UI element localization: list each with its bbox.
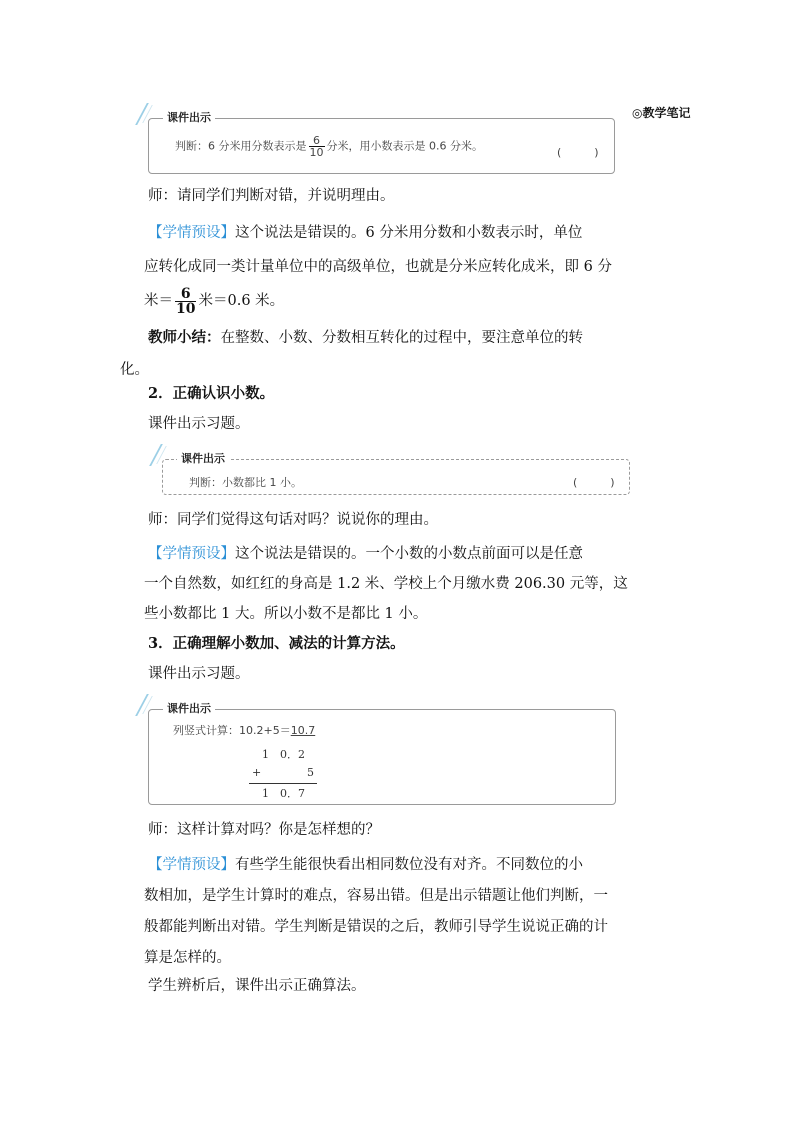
preview-line: 这个说法是错误的。一个小数的小数点前面可以是任意 bbox=[235, 546, 583, 562]
teacher-prompt-1: 师：请同学们判断对错，并说明理由。 bbox=[148, 188, 395, 204]
preview-paragraph-3 bbox=[144, 850, 628, 974]
preview-line: 应转化成同一类计量单位中的高级单位，也就是分米应转化成米，即 6 分 bbox=[144, 259, 612, 275]
courseware-label: 课件出示 bbox=[163, 700, 215, 716]
fraction-num: 6 bbox=[180, 285, 191, 302]
box1-question bbox=[175, 135, 483, 158]
preview-line: 些小数都比 1 大。所以小数不是都比 1 小。 bbox=[144, 606, 428, 622]
box-tab-icon bbox=[149, 444, 179, 466]
calc-divider bbox=[249, 783, 317, 784]
calc-row-1: 1 0．2 bbox=[262, 748, 305, 761]
box-tab-icon bbox=[135, 694, 165, 716]
box-tab-icon bbox=[135, 103, 165, 125]
calc-operator: + bbox=[252, 766, 262, 779]
preview-line: 数相加，是学生计算时的难点，容易出错。但是出示错题让他们判断，一 bbox=[144, 888, 608, 904]
teaching-notes-label: ◎教学笔记 bbox=[632, 106, 691, 120]
teacher-prompt-2: 师：同学们觉得这句话对吗？说说你的理由。 bbox=[148, 512, 438, 528]
closing-paragraph: 学生辨析后，课件出示正确算法。 bbox=[148, 978, 366, 994]
summary-label: 教师小结： bbox=[148, 329, 221, 346]
preview-tag: 【学情预设】 bbox=[148, 225, 235, 241]
courseware-box-2 bbox=[162, 452, 630, 495]
preview-line: 米＝ bbox=[144, 293, 173, 309]
box1-fraction-den: 10 bbox=[309, 146, 324, 159]
preview-line: 有些学生能很快看出相同数位没有对齐。不同数位的小 bbox=[235, 857, 583, 873]
teacher-summary bbox=[120, 322, 628, 386]
answer-blank: ( ) bbox=[557, 146, 599, 159]
courseware-label: 课件出示 bbox=[163, 109, 215, 125]
courseware-intro-3: 课件出示习题。 bbox=[148, 666, 250, 682]
preview-line: 这个说法是错误的。6 分米用分数和小数表示时，单位 bbox=[235, 225, 583, 241]
preview-paragraph-1 bbox=[144, 216, 628, 318]
box2-question: 判断：小数都比 1 小。 bbox=[189, 476, 302, 489]
preview-paragraph-2 bbox=[144, 539, 628, 629]
section-heading-3: 3．正确理解小数加、减法的计算方法。 bbox=[148, 635, 405, 652]
box1-text-before: 判断：6 分米用分数表示是 bbox=[175, 139, 307, 153]
section-heading-2: 2．正确认识小数。 bbox=[148, 385, 275, 402]
preview-line: 般都能判断出对错。学生判断是错误的之后，教师引导学生说说正确的计 bbox=[144, 919, 608, 935]
courseware-box-3 bbox=[148, 702, 616, 805]
fraction-den: 10 bbox=[176, 300, 196, 317]
summary-line: 在整数、小数、分数相互转化的过程中，要注意单位的转 bbox=[220, 330, 583, 346]
teacher-prompt-3: 师：这样计算对吗？你是怎样想的？ bbox=[148, 822, 380, 838]
box1-fraction bbox=[309, 135, 325, 158]
box3-result: 10.7 bbox=[290, 724, 316, 737]
courseware-intro-2: 课件出示习题。 bbox=[148, 416, 250, 432]
calc-row-2: 5 bbox=[307, 766, 314, 779]
courseware-label: 课件出示 bbox=[177, 450, 229, 466]
preview-tag: 【学情预设】 bbox=[148, 546, 235, 562]
fraction bbox=[175, 287, 196, 316]
box1-fraction-num: 6 bbox=[313, 134, 320, 147]
box1-text-after: 分米，用小数表示是 0.6 分米。 bbox=[326, 139, 483, 153]
calc-row-3: 1 0．7 bbox=[262, 787, 305, 800]
preview-line: 米＝0.6 米。 bbox=[198, 293, 285, 309]
summary-line: 化。 bbox=[120, 362, 149, 378]
box3-expression: 10.2+5＝ bbox=[239, 724, 291, 737]
box3-question bbox=[173, 722, 315, 738]
answer-blank: ( ) bbox=[573, 476, 615, 489]
preview-tag: 【学情预设】 bbox=[148, 857, 235, 873]
box3-prefix: 列竖式计算： bbox=[173, 724, 239, 737]
preview-line: 一个自然数，如红红的身高是 1.2 米、学校上个月缴水费 206.30 元等，这 bbox=[144, 576, 628, 592]
preview-line: 算是怎样的。 bbox=[144, 950, 231, 966]
courseware-box-1 bbox=[148, 111, 615, 174]
